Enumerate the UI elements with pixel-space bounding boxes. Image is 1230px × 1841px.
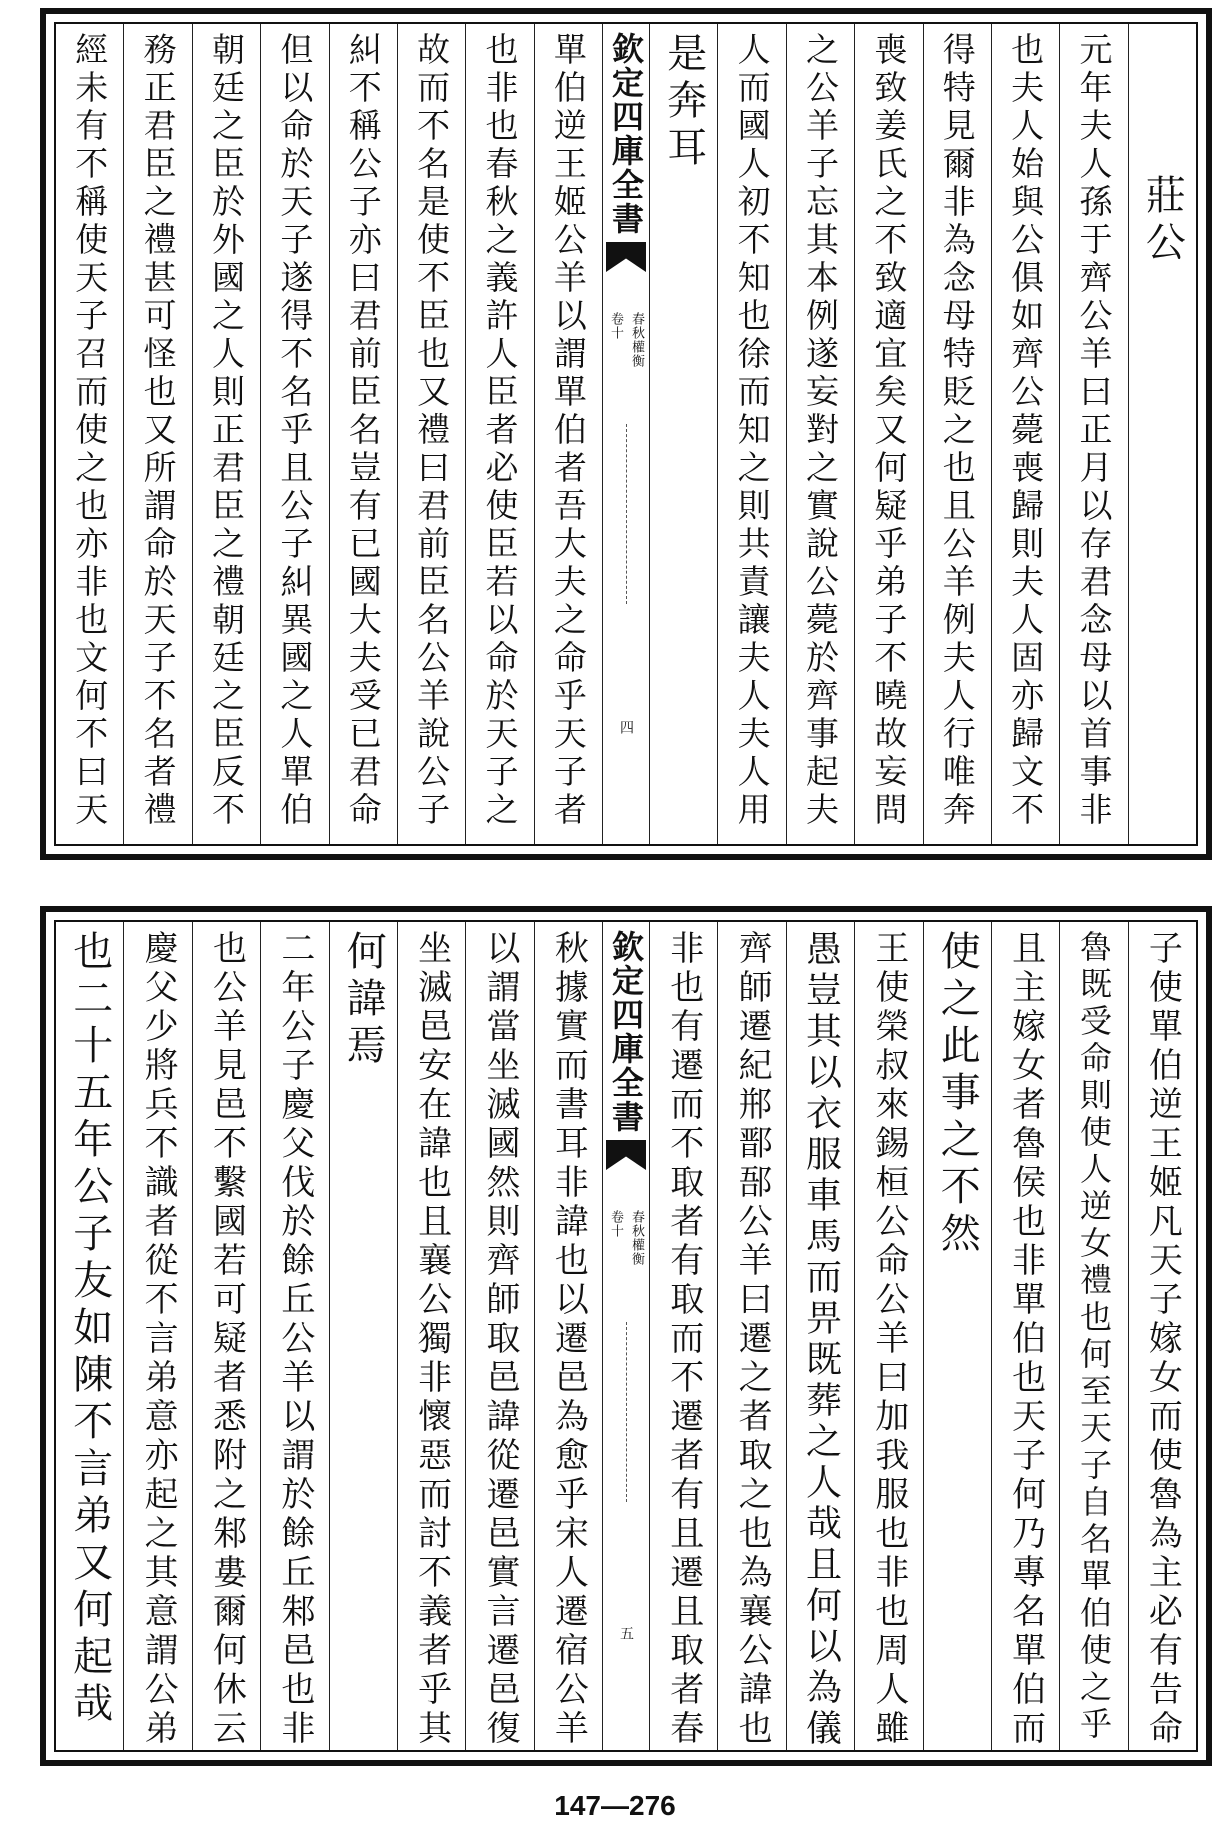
text-column: 是奔耳 — [649, 24, 717, 844]
upper-page-text-block — [54, 22, 1198, 846]
volume-number: 卷十 — [608, 1210, 623, 1238]
volume-label — [606, 1210, 646, 1266]
text-column: 王使榮叔來錫桓公命公羊曰加我服也非也周人雖 — [854, 922, 922, 1750]
text-column: 經未有不稱使天子召而使之也亦非也文何不曰天 — [70, 32, 110, 830]
text-column: 也非也春秋之義許人臣者必使臣若以命於天子之 — [465, 24, 533, 844]
book-title: 春秋權衡 — [629, 312, 644, 368]
leaf-number: 五 — [618, 1626, 634, 1640]
text-column: 務正君臣之禮甚可怪也又所謂命於天子不名者禮 — [123, 24, 191, 844]
text-column: 非也有遷而不取者有取而不遷者有且遷且取者春 — [649, 922, 717, 1750]
text-column: 之公羊子忘其本例遂妄對之實說公薨於齊事起夫 — [786, 24, 854, 844]
book-series-title: 欽定四庫全書 — [607, 32, 645, 236]
upper-page — [40, 8, 1212, 860]
fishtail-mark-icon — [606, 1140, 646, 1170]
text-column: 慶父少將兵不識者從不言弟意亦起之其意謂公弟 — [123, 922, 191, 1750]
text-column: 何諱焉 — [329, 922, 397, 1750]
volume-label — [606, 312, 646, 368]
text-column: 以謂當坐滅國然則齊師取邑諱從遷邑實言遷邑復 — [465, 922, 533, 1750]
lower-page — [40, 906, 1212, 1766]
book-series-title: 欽定四庫全書 — [607, 930, 645, 1134]
text-column: 齊師遷紀郱鄑郚公羊曰遷之者取之也為襄公諱也 — [717, 922, 785, 1750]
fold-line — [626, 1322, 627, 1502]
text-column: 得特見爾非為念母特貶之也且公羊例夫人行唯奔 — [923, 24, 991, 844]
text-column: 故而不名是使不臣也又禮曰君前臣名公羊說公子 — [397, 24, 465, 844]
fold-line — [626, 424, 627, 604]
text-column: 糾不稱公子亦曰君前臣名豈有已國大夫受已君命 — [329, 24, 397, 844]
text-column: 愚豈其以衣服車馬而畀既葬之人哉且何以為儀 — [786, 922, 854, 1750]
text-column: 人而國人初不知也徐而知之則共責讓夫人夫人用 — [717, 24, 785, 844]
fishtail-mark-icon — [606, 242, 646, 272]
leaf-number: 四 — [618, 720, 634, 734]
text-column: 魯既受命則使人逆女禮也何至天子自名單伯使之乎 — [1059, 922, 1127, 1750]
text-column: 二年公子慶父伐於餘丘公羊以謂於餘丘邾邑也非 — [260, 922, 328, 1750]
text-column: 也二十五年公子友如陳不言弟又何起哉 — [66, 930, 113, 1729]
text-column: 秋據實而書耳非諱也以遷邑為愈乎宋人遷宿公羊 — [534, 922, 602, 1750]
text-column: 元年夫人孫于齊公羊曰正月以存君念母以首事非 — [1059, 24, 1127, 844]
text-column: 莊公 — [1128, 24, 1196, 844]
text-column: 也夫人始與公俱如齊公薨喪歸則夫人固亦歸文不 — [991, 24, 1059, 844]
text-column: 但以命於天子遂得不名乎且公子糾異國之人單伯 — [260, 24, 328, 844]
center-fold — [602, 922, 649, 1750]
volume-number: 卷十 — [608, 312, 623, 340]
text-column: 使之此事之不然 — [923, 922, 991, 1750]
text-column: 喪致姜氏之不致適宜矣又何疑乎弟子不曉故妄問 — [854, 24, 922, 844]
text-column: 子使單伯逆王姬凡天子嫁女而使魯為主必有告命 — [1128, 922, 1196, 1750]
center-fold — [602, 24, 649, 844]
book-title: 春秋權衡 — [629, 1210, 644, 1266]
text-column: 單伯逆王姬公羊以謂單伯者吾大夫之命乎天子者 — [534, 24, 602, 844]
lower-page-text-block — [54, 920, 1198, 1752]
page-number: 147—276 — [554, 1790, 676, 1821]
text-column: 坐滅邑安在諱也且襄公獨非懷惡而討不義者乎其 — [397, 922, 465, 1750]
text-column: 且主嫁女者魯侯也非單伯也天子何乃專名單伯而 — [991, 922, 1059, 1750]
text-column: 朝廷之臣於外國之人則正君臣之禮朝廷之臣反不 — [192, 24, 260, 844]
text-column: 也公羊見邑不繫國若可疑者悉附之邾婁爾何休云 — [192, 922, 260, 1750]
